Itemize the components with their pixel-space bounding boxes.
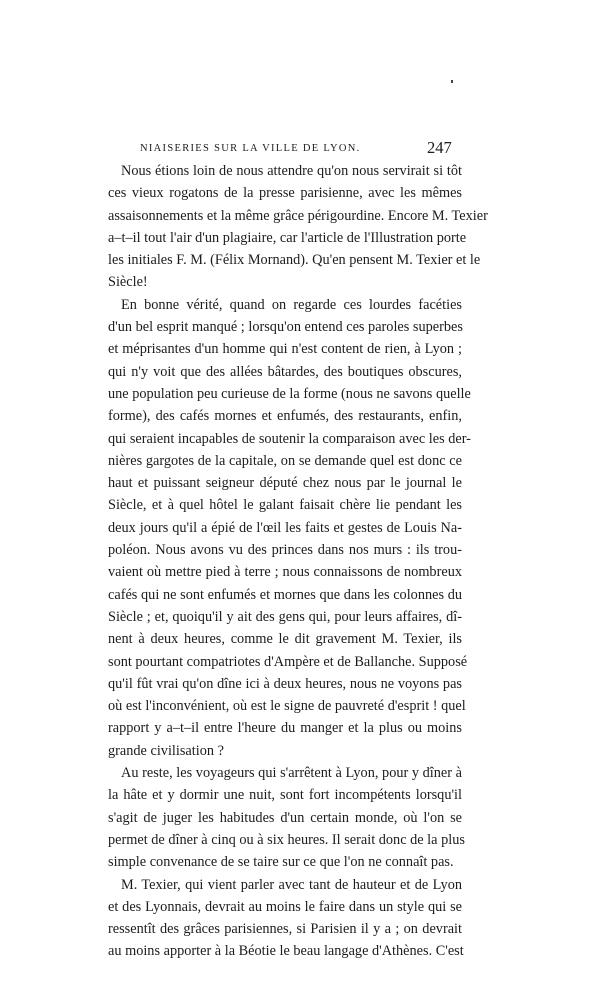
text-line: a–t–il tout l'air d'un plagiaire, car l'article de l'Illustration porte	[108, 229, 467, 246]
text-line: et méprisantes d'un homme qui n'est content de rien, à Lyon ;	[108, 341, 462, 358]
text-line: la hâte et y dormir une nuit, sont fort incompétents lorsqu'il	[108, 787, 462, 804]
text-line: les initiales F. M. (Félix Mornand). Qu'en pensent M. Texier et le	[108, 252, 481, 269]
text-line: nières gargotes de la capitale, on se demande quel est donc ce	[108, 452, 462, 469]
ink-speck	[451, 80, 453, 83]
text-line: sont pourtant compatriotes d'Ampère et de Ballanche. Supposé	[108, 653, 468, 670]
text-line: où est l'inconvénient, où est le signe de pauvreté d'esprit ! quel	[108, 698, 466, 715]
text-line: Au reste, les voyageurs qui s'arrêtent à Lyon, pour y dîner à	[121, 765, 462, 782]
text-line: au moins apporter à la Béotie le beau langage d'Athènes. C'est	[108, 943, 464, 960]
paragraph	[108, 294, 471, 762]
text-line: M. Texier, qui vient parler avec tant de hauteur et de Lyon	[121, 876, 462, 893]
text-line: d'un bel esprit manqué ; lorsqu'on entend ces paroles superbes	[108, 319, 463, 336]
text-line: Siècle ; et, quoiqu'il y ait des gens qui, pour leurs affaires, dî-	[108, 608, 462, 625]
text-line: permet de dîner à cinq ou à six heures. Il serait donc de la plus	[108, 831, 465, 848]
text-line: Nous étions loin de nous attendre qu'on nous servirait si tôt	[121, 163, 462, 179]
text-line: rapport y a–t–il entre l'heure du manger et la plus ou moins	[108, 720, 462, 737]
text-line: haut et puissant seigneur député chez nous par le journal le	[108, 475, 462, 492]
text-line: s'agit de juger les habitudes d'un certain monde, où l'on se	[108, 809, 462, 826]
text-line: simple convenance de se taire sur ce que l'on ne connaît pas.	[108, 854, 454, 871]
body-text	[108, 160, 488, 963]
text-line: poléon. Nous avons vu des princes dans nos murs : ils trou-	[108, 542, 462, 559]
text-line: forme), des cafés mornes et enfumés, des restaurants, enfin,	[108, 408, 462, 425]
text-line: qui seraient incapables de soutenir la comparaison avec les der-	[108, 430, 471, 447]
text-line: assaisonnements et la même grâce périgourdine. Encore M. Texier	[108, 207, 488, 224]
text-line: Siècle, et à quel hôtel le galant faisait chère lie pendant les	[108, 497, 462, 514]
text-line: En bonne vérité, quand on regarde ces lourdes facéties	[121, 296, 462, 313]
paragraph	[108, 160, 488, 294]
text-line: deux jours qu'il a épié de l'œil les faits et gestes de Louis Na-	[108, 519, 462, 536]
text-line: nent à deux heures, comme le dit gravement M. Texier, ils	[108, 631, 462, 648]
text-line: une population peu curieuse de la forme (nous ne savons quelle	[108, 385, 471, 402]
text-line: ces vieux rogatons de la presse parisienne, avec les mêmes	[108, 185, 462, 202]
text-line: grande civilisation ?	[108, 742, 224, 759]
text-line: cafés qui ne sont enfumés et mornes que dans les colonnes du	[108, 586, 462, 603]
text-line: et des Lyonnais, devrait au moins le faire dans un style qui se	[108, 898, 462, 915]
text-line: ressentît des grâces parisiennes, si Parisien il y a ; on devrait	[108, 921, 462, 938]
paragraph	[108, 762, 465, 873]
paragraph	[108, 874, 462, 963]
text-line: qui n'y voit que des allées bâtardes, des boutiques obscures,	[108, 363, 462, 380]
text-line: Siècle!	[108, 274, 148, 291]
page-number: 247	[427, 138, 452, 157]
running-head: NIAISERIES SUR LA VILLE DE LYON.	[140, 143, 361, 154]
text-line: qu'il fût vrai qu'on dîne ici à deux heures, nous ne voyons pas	[108, 675, 462, 692]
text-line: vaient où mettre pied à terre ; nous connaissons de nombreux	[108, 564, 462, 581]
